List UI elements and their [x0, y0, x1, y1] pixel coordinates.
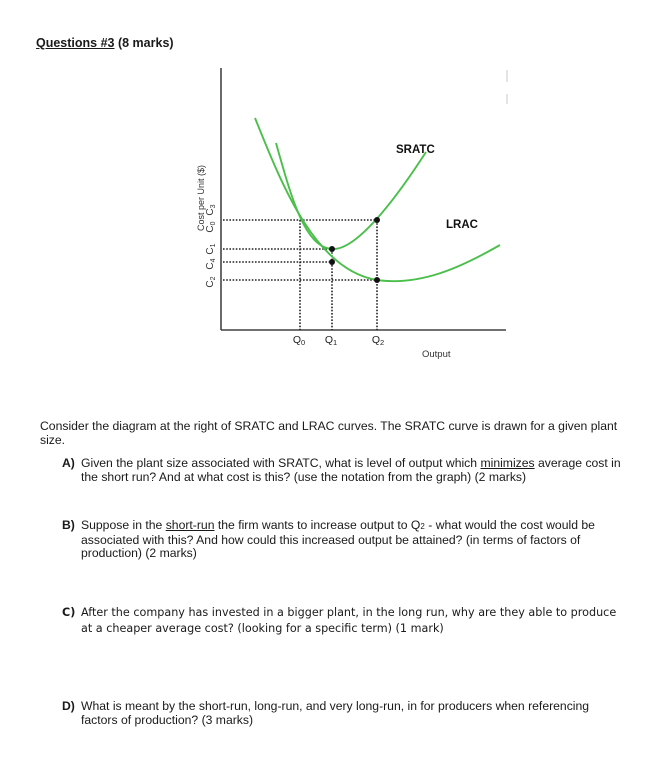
intro-paragraph: Consider the diagram at the right of SRATC and LRAC curves. The SRATC curve is drawn for a given plant size.	[40, 419, 618, 447]
y-axis-title: Cost per Unit ($)	[196, 164, 206, 232]
question-a-text: Given the plant size associated with SRATC, what is level of output which minimizes average cost in the short run? And at what cost is this? (use the notation from the graph) (2 marks)	[81, 456, 621, 484]
tick-c0: $C_0$	[205, 221, 217, 233]
lrac-label: LRAC	[446, 219, 478, 231]
question-a	[62, 457, 624, 484]
x-axis-title: Output	[422, 349, 451, 360]
question-marks: (8 marks)	[114, 36, 174, 50]
question-a-label: A)	[62, 456, 75, 470]
sratc-curve	[276, 143, 426, 249]
question-b	[62, 519, 624, 561]
question-c-text: After the company has invested in a bigger plant, in the long run, why are they able to produce at a cheaper average cost? (looking for a specific term) (1 mark)	[81, 606, 617, 635]
tick-c1: $C_1$	[205, 243, 217, 255]
tick-c3: $C_3$	[205, 204, 217, 216]
question-d-text: What is meant by the short-run, long-run, and very long-run, in for producers when referencing factors of production? (3 marks)	[81, 699, 590, 727]
question-number: Questions #3	[36, 36, 115, 50]
question-b-label: B)	[62, 518, 75, 532]
tick-q1: Q1	[324, 334, 338, 347]
question-d	[62, 700, 624, 727]
point-q2-c2	[374, 277, 380, 283]
tick-c2: $C_2$	[205, 276, 217, 288]
tick-c4: $C_4$	[205, 258, 217, 270]
question-d-label: D)	[62, 699, 75, 713]
question-b-text: Suppose in the short-run the firm wants to increase output to Q2 - what would the cost would be associated with this? And how could this increased output be attained? (in terms of factors of production) (2 marks)	[81, 518, 595, 560]
point-q1-c1	[329, 246, 335, 252]
question-c-label: C)	[62, 606, 76, 619]
question-c	[62, 605, 624, 637]
point-q1-c4	[329, 259, 335, 265]
tick-q0: Q0	[292, 334, 306, 347]
point-q2-c3	[374, 217, 380, 223]
tick-q2: Q2	[371, 334, 385, 347]
sratc-label: SRATC	[396, 144, 435, 156]
